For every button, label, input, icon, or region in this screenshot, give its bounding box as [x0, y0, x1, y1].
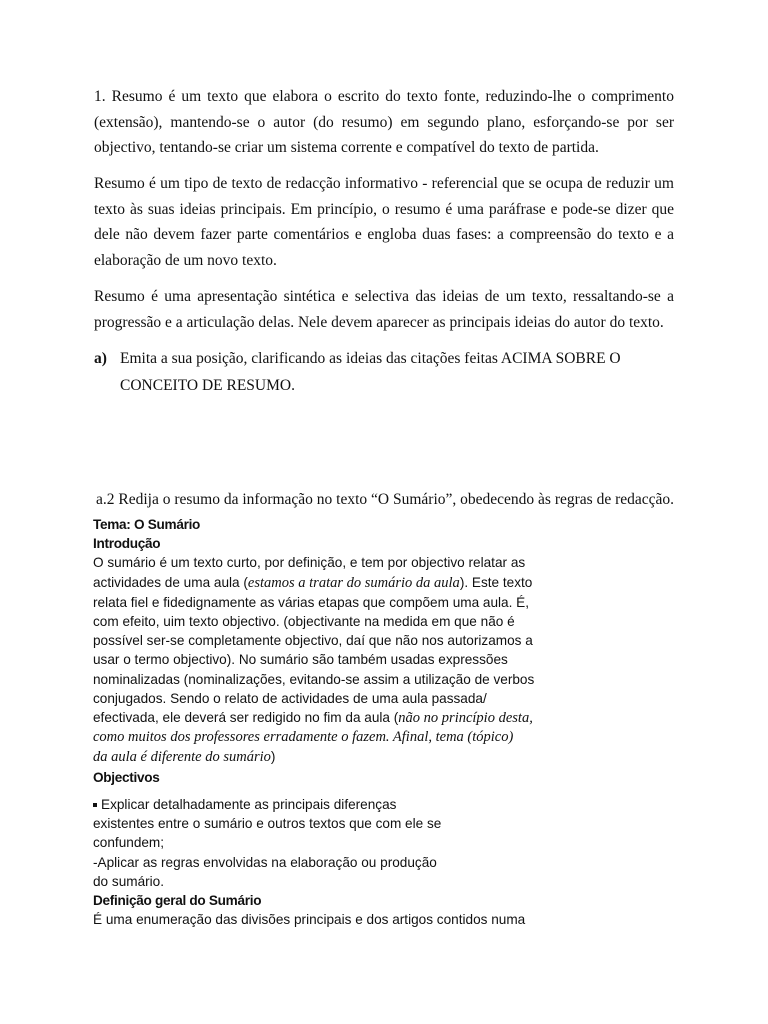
intro-text: ) — [270, 749, 276, 765]
intro-line: possível ser-se completamente objectivo, daí que não nos autorizamos a — [93, 633, 533, 649]
objectivo-line: existentes entre o sumário e outros textos que com ele se — [93, 816, 442, 832]
introducao-heading: Introdução — [93, 536, 161, 552]
intro-text: actividades de uma aula ( — [93, 574, 248, 590]
paragraph-3: Resumo é uma apresentação sintética e selectiva das ideias de um texto, ressaltando-se a progressão e a articulação delas. Nele devem aparecer as principais ideias do autor do texto. — [94, 288, 674, 331]
intro-line: com efeito, uim texto objectivo. (objectivante na medida em que não é — [93, 614, 515, 630]
intro-line: relata fiel e fidedignamente as várias etapas que compõem uma aula. É, — [93, 594, 530, 610]
paragraph-1: 1. Resumo é um texto que elabora o escrito do texto fonte, reduzindo-lhe o comprimento (extensão), mantendo-se o autor (do resumo) em segundo plano, esforçando-se por ser objectivo, tentando-se criar um sistema corrente e compatível do texto de partida. — [94, 88, 674, 156]
intro-line: O sumário é um texto curto, por definição, e tem por objectivo relatar as — [93, 555, 526, 571]
intro-text: efectivada, ele deverá ser redigido no fim da aula ( — [93, 710, 399, 726]
objectivo-line: confundem; — [93, 835, 165, 851]
bullet-icon — [93, 803, 97, 807]
question-a2: a.2 Redija o resumo da informação no texto “O Sumário”, obedecendo às regras de redacção. — [96, 491, 675, 508]
paragraph-2: Resumo é um tipo de texto de redacção informativo - referencial que se ocupa de reduzir um texto às suas ideias principais. Em princípio, o resumo é uma paráfrase e pode-se dizer que dele não devem fazer parte comentários e engloba duas fases: a compreensão do texto e a elaboração de um novo texto. — [94, 175, 674, 269]
definicao-heading: Definição geral do Sumário — [93, 893, 262, 909]
intro-italic-line: como muitos dos professores erradamente o fazem. Afinal, tema (tópico) — [93, 729, 514, 746]
objectivos-block — [93, 795, 563, 929]
objectivo-line: do sumário. — [93, 873, 165, 889]
objectivo-text: Explicar detalhadamente as principais diferenças — [101, 797, 397, 812]
question-a-line-1: Emita a sua posição, clarificando as ideias das citações feitas ACIMA SOBRE O — [120, 350, 621, 367]
intro-italic-text: não no princípio desta, — [398, 710, 533, 727]
objectivo-line — [93, 795, 563, 814]
question-a-marker: a) — [94, 350, 107, 367]
sumario-intro-block — [93, 515, 563, 787]
question-a-text — [120, 345, 640, 399]
objectivos-heading: Objectivos — [93, 769, 160, 785]
intro-italic-text: da aula é diferente do sumário — [93, 749, 271, 766]
intro-line — [93, 747, 563, 767]
intro-line: usar o termo objectivo). No sumário são também usadas expressões — [93, 652, 508, 668]
objectivo-line: -Aplicar as regras envolvidas na elaboração ou produção — [93, 854, 437, 870]
tema-heading: Tema: O Sumário — [93, 517, 201, 532]
intro-italic-text: estamos a tratar do sumário da aula — [247, 574, 460, 591]
definicao-line: É uma enumeração das divisões principais e dos artigos contidos numa — [93, 912, 526, 928]
intro-line: conjugados. Sendo o relato de actividades de uma aula passada/ — [93, 690, 487, 706]
intro-line — [93, 708, 563, 728]
intro-text: ). Este texto — [459, 574, 533, 590]
intro-line — [93, 573, 563, 593]
intro-line: nominalizadas (nominalizações, evitando-se assim a utilização de verbos — [93, 671, 535, 687]
question-a-line-2: CONCEITO DE RESUMO. — [120, 377, 295, 394]
